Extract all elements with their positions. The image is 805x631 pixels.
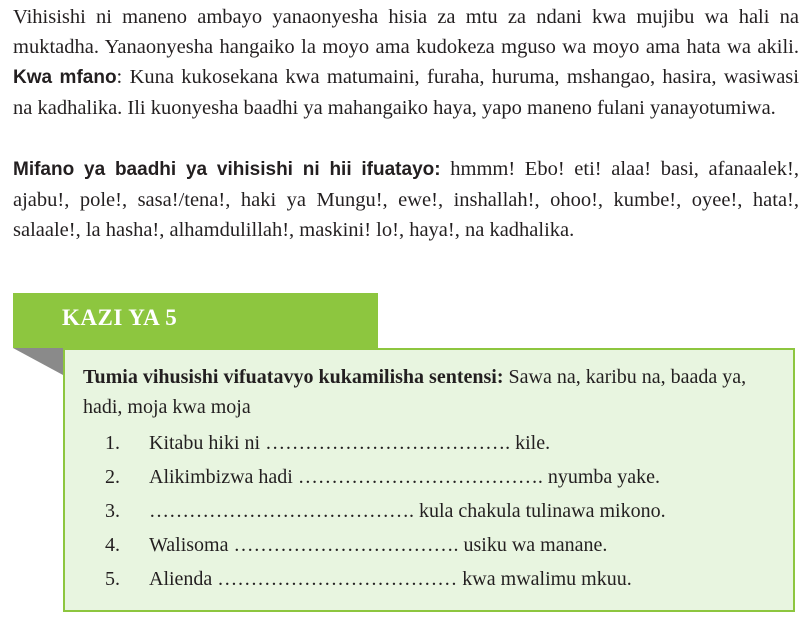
instruction-label: Tumia vihusishi vifuatavyo kukamilisha sentensi: <box>83 366 504 388</box>
examples-paragraph <box>13 154 799 245</box>
task-box <box>63 348 795 612</box>
list-item <box>65 564 785 594</box>
intro-paragraph <box>13 2 799 123</box>
item-number: 1. <box>105 432 120 454</box>
task-title: KAZI YA 5 <box>62 305 178 330</box>
list-item <box>65 496 785 526</box>
example-label: Kwa mfano <box>13 67 117 88</box>
item-number: 3. <box>105 500 120 522</box>
list-item <box>65 428 785 458</box>
tab-fold-shape <box>13 348 63 375</box>
intro-text-1: Vihisishi ni maneno ambayo yanaonyesha hisia za mtu za ndani kwa mujibu wa hali na muktadha. Yanaonyesha hangaiko la moyo ama kudokeza mguso wa moyo ama hata wa akili. <box>13 6 799 58</box>
task-header-tab <box>13 293 378 348</box>
intro-text-2: : Kuna kukosekana kwa matumaini, furaha, huruma, mshangao, hasira, wasiwasi na kadhalika. Ili kuonyesha baadhi ya mahangaiko haya, yapo maneno fulani yanayotumiwa. <box>13 66 799 119</box>
item-number: 2. <box>105 466 120 488</box>
item-sentence: Kitabu hiki ni ………………………………. kile. <box>149 432 551 454</box>
item-sentence: Walisoma ……………………………. usiku wa manane. <box>149 534 608 556</box>
instruction-text: Sawa na, karibu na, baada ya, hadi, moja kwa moja <box>83 366 747 418</box>
examples-text: hmmm! Ebo! eti! alaa! basi, afanaalek!, ajabu!, pole!, sasa!/tena!, haki ya Mungu!, ewe!, inshallah!, ohoo!, kumbe!, oyee!, hata!, salaale!, la hasha!, alhamdulillah!, maskini! lo!, haya!, na kadhalika. <box>13 158 800 241</box>
item-sentence: …………………………………. kula chakula tulinawa mikono. <box>149 500 666 522</box>
item-number: 4. <box>105 534 120 556</box>
examples-label: Mifano ya baadhi ya vihisishi ni hii ifuatayo: <box>13 159 441 180</box>
task-instruction <box>83 362 783 422</box>
list-item <box>65 530 785 560</box>
list-item <box>65 462 785 492</box>
item-sentence: Alikimbizwa hadi ………………………………. nyumba yake. <box>149 466 661 488</box>
item-sentence: Alienda ……………………………… kwa mwalimu mkuu. <box>149 568 632 590</box>
item-number: 5. <box>105 568 120 590</box>
